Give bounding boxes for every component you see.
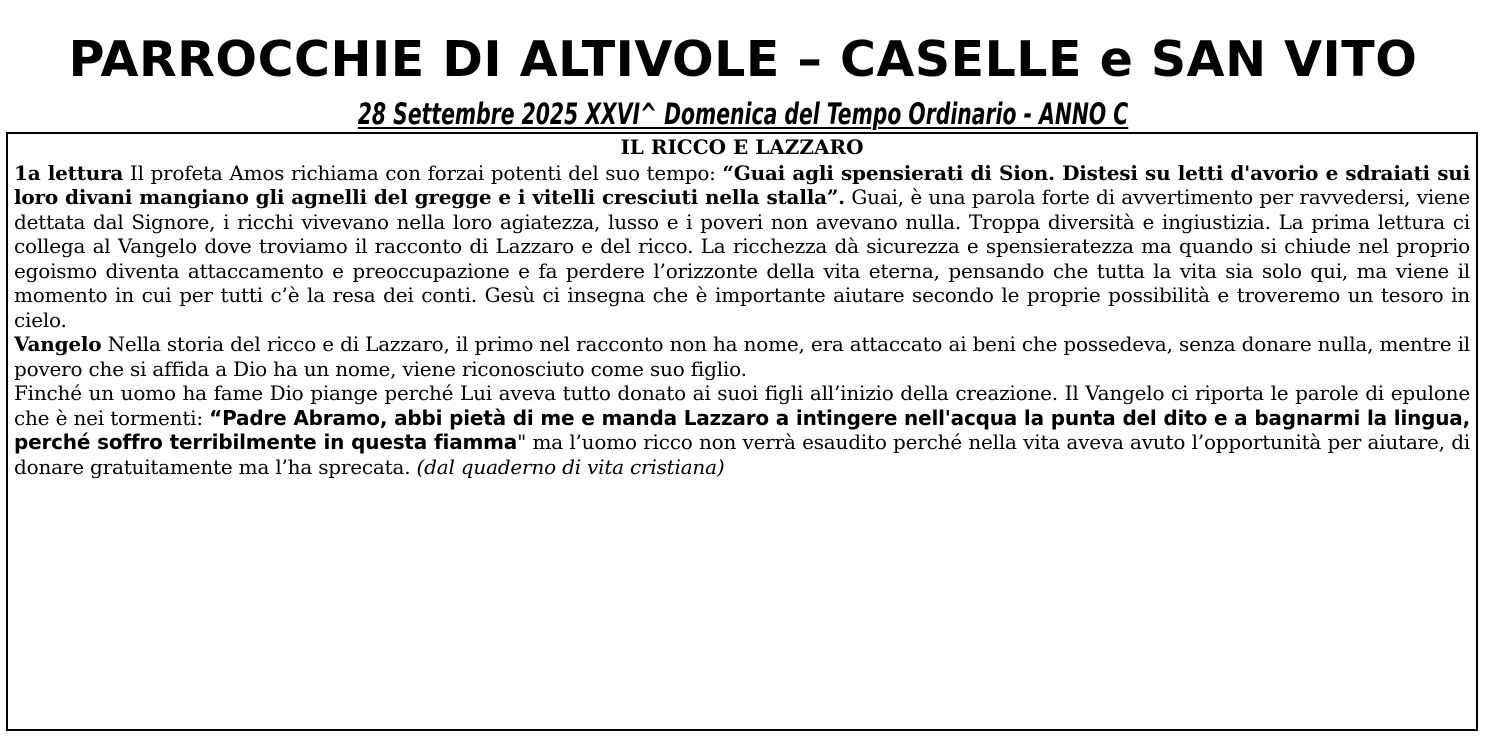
page-subtitle: 28 Settembre 2025 XXVI^ Domenica del Tempo Ordinario - ANNO C xyxy=(357,97,1129,131)
page-title: PARROCCHIE DI ALTIVOLE – CASELLE e SAN VITO xyxy=(68,31,1418,88)
article-heading: IL RICCO E LAZZARO xyxy=(620,135,864,159)
gospel-label: Vangelo xyxy=(14,332,102,356)
abraham-quote: “Padre Abramo, abbi pietà di me e manda Lazzaro a intingere nell'acqua la punta del dito e a bagnarmi la lingua, perché soffro terribilmente in questa fiamma xyxy=(14,405,1470,454)
first-reading-intro: Il profeta Amos richiama con forzai potenti del suo tempo: xyxy=(123,160,723,185)
first-reading-body: Guai, è una parola forte di avvertimento per ravvedersi, viene dettata dal Signore, i ricchi vivevano nella loro agiatezza, lusso e i poveri non avevano nulla. Troppa diversità e ingiustizia. La prima lettura ci collega al Vangelo dove troviamo il racconto di Lazzaro e del ricco. La ricchezza dà sicurezza e spensieratezza ma quando si chiude nel proprio egoismo diventa attaccamento e preoccupazione e fa perdere l’orizzonte della vita eterna, pensando che tutta la vita sia solo qui, ma viene il momento in cui per tutti c’è la resa dei conti. Gesù ci insegna che è importante aiutare secondo le proprie possibilità e troveremo un tesoro in cielo. xyxy=(14,185,1470,332)
paragraph-first-reading xyxy=(14,161,1470,333)
paragraph-reflection xyxy=(14,381,1470,479)
source-citation: (dal quaderno di vita cristiana) xyxy=(416,454,725,479)
reflection-intro: Finché un uomo ha fame Dio piange perché Lui aveva tutto donato ai suoi figli all’inizio della creazione. Il Vangelo ci riporta le parole di epulone che è nei tormenti: xyxy=(14,381,1470,430)
paragraph-gospel xyxy=(14,332,1470,381)
gospel-body: Nella storia del ricco e di Lazzaro, il primo nel racconto non ha nome, era attaccato ai beni che possedeva, senza donare nulla, mentre il povero che si affida a Dio ha un nome, viene riconosciuto come suo figlio. xyxy=(14,332,1470,381)
first-reading-label: 1a lettura xyxy=(14,160,124,185)
reflection-body: " ma l’uomo ricco non verrà esaudito perché nella vita aveva avuto l’opportunità per aiutare, di donare gratuitamente ma l’ha sprecata. xyxy=(14,430,1470,479)
article-box xyxy=(6,132,1478,731)
amos-quote: “Guai agli spensierati di Sion. Distesi su letti d'avorio e sdraiati sui loro divani mangiano gli agnelli del gregge e i vitelli cresciuti nella stalla”. xyxy=(14,160,1470,209)
